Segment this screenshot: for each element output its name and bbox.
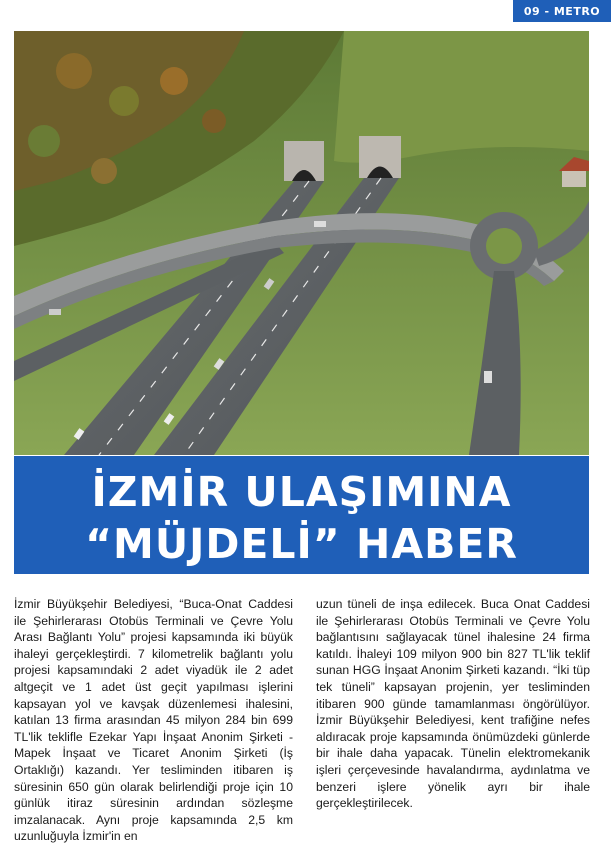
article-right-column: uzun tüneli de inşa edilecek. Buca Onat Caddesi ile Şehirlerarası Otobüs Terminali ve Çevre Yolu bağlantısını sağlayacak tünel ihalesine 24 firma katıldı. İhaleyi 109 milyon 900 bin 827 TL'lik teklif sunan HGG İnşaat Anonim Şirketi kazandı. “İki tüp tek tüneli” kapsayan projenin, yer tesliminden itibaren 900 günde tamamlanması öngörülüyor. İzmir Büyükşehir Belediyesi, kent trafiğine nefes aldıracak proje kapsamında önümüzdeki günlerde bir ihale daha yapacak. Tünelin elektromekanik işleri çerçevesinde havalandırma, aydınlatma ve benzeri işlere yönelik ayrı bir ihale gerçekleştirilecek.	[316, 597, 590, 811]
headline-line-2: “MÜJDELİ” HABER	[85, 520, 518, 568]
headline-line-1: İZMİR ULAŞIMINA	[91, 468, 512, 516]
section-label: 09 - METRO	[513, 0, 611, 22]
highway-rendering-photo	[14, 31, 589, 455]
article-left-column: İzmir Büyükşehir Belediyesi, “Buca-Onat Caddesi ile Şehirlerarası Otobüs Terminali ve Çevre Yolu Arası Bağlantı Yolu” projesi kapsamında iki büyük ihaleyi gerçekleştirdi. 7 kilometrelik bağlantı yolu projesi kapsamındaki 2 adet viyadük ile 2 adet altgeçit ve 1 adet üst geçit yapılması işlerini kapsayan yol ve kavşak düzenlemesi ihalesini, katılan 13 firma arasından 45 milyon 284 bin 699 TL'lik teklifle Ezekar Yapı İnşaat Anonim Şirketi - Mapek İnşaat ve Ticaret Anonim Şirketi (İş Ortaklığı) kazandı. Yer tesliminden itibaren iş süresinin 650 gün olarak belirlendiği proje için 10 günlük itiraz süresinin ardından sözleşme imzalanacak. Aynı proje kapsamında 2,5 km uzunluğuyla İzmir'in en	[14, 597, 293, 844]
headline-banner	[14, 456, 589, 574]
